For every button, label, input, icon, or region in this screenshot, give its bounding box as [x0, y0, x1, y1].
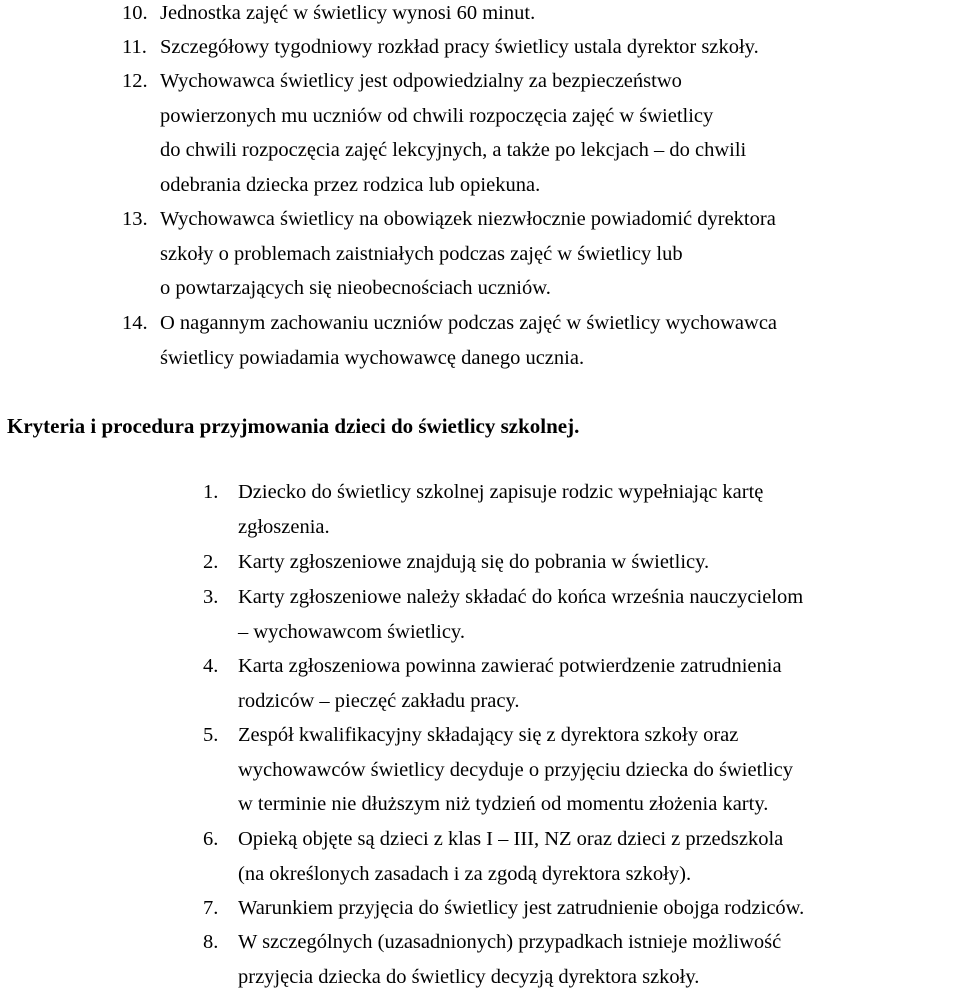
list-item-text: Jednostka zajęć w świetlicy wynosi 60 minut.	[160, 2, 536, 24]
list-item-number: 12.	[122, 70, 148, 92]
list-item-number: 5.	[203, 724, 219, 746]
list-item-text: Opieką objęte są dzieci z klas I – III, NZ oraz dzieci z przedszkola (na określonych zasadach i za zgodą dyrektora szkoły).	[238, 828, 784, 885]
list-item-text: Wychowawca świetlicy na obowiązek niezwłocznie powiadomić dyrektora szkoły o problemach zaistniałych podczas zajęć w świetlicy lub o powtarzających się nieobecnościach uczniów.	[160, 208, 776, 299]
list-item-text: Karta zgłoszeniowa powinna zawierać potwierdzenie zatrudnienia rodziców – pieczęć zakładu pracy.	[238, 655, 782, 712]
list-item-number: 8.	[203, 931, 219, 953]
list-item-text: O nagannym zachowaniu uczniów podczas zajęć w świetlicy wychowawca świetlicy powiadamia wychowawcę danego ucznia.	[160, 312, 778, 369]
list-item-number: 1.	[203, 481, 219, 503]
list-item-number: 4.	[203, 655, 219, 677]
list-item-number: 11.	[122, 36, 147, 58]
list-item-text: Szczegółowy tygodniowy rozkład pracy świetlicy ustala dyrektor szkoły.	[160, 36, 759, 58]
list-item-number: 6.	[203, 828, 219, 850]
list-item-text: Warunkiem przyjęcia do świetlicy jest zatrudnienie obojga rodziców.	[238, 897, 805, 919]
list-item-number: 3.	[203, 586, 219, 608]
section-heading: Kryteria i procedura przyjmowania dzieci do świetlicy szkolnej.	[7, 414, 580, 438]
list-item-text: Wychowawca świetlicy jest odpowiedzialny za bezpieczeństwo powierzonych mu uczniów od chwili rozpoczęcia zajęć w świetlicy do chwili rozpoczęcia zajęć lekcyjnych, a także po lekcjach – do chwili odebrania dziecka przez rodzica lub opiekuna.	[160, 70, 747, 196]
list-item-text: Karty zgłoszeniowe należy składać do końca września nauczycielom – wychowawcom świetlicy.	[238, 586, 804, 643]
list-item-text: Karty zgłoszeniowe znajdują się do pobrania w świetlicy.	[238, 551, 710, 573]
list-item-number: 2.	[203, 551, 219, 573]
list-item-number: 14.	[122, 312, 148, 334]
list-item-number: 7.	[203, 897, 219, 919]
list-item-text: W szczególnych (uzasadnionych) przypadkach istnieje możliwość przyjęcia dziecka do świetlicy decyzją dyrektora szkoły.	[238, 931, 782, 988]
list-item-text: Zespół kwalifikacyjny składający się z dyrektora szkoły oraz wychowawców świetlicy decyduje o przyjęciu dziecka do świetlicy w terminie nie dłuższym niż tydzień od momentu złożenia karty.	[238, 724, 794, 815]
list-item-number: 13.	[122, 208, 148, 230]
list-item-text: Dziecko do świetlicy szkolnej zapisuje rodzic wypełniając kartę zgłoszenia.	[238, 481, 764, 538]
list-item-number: 10.	[122, 2, 148, 24]
